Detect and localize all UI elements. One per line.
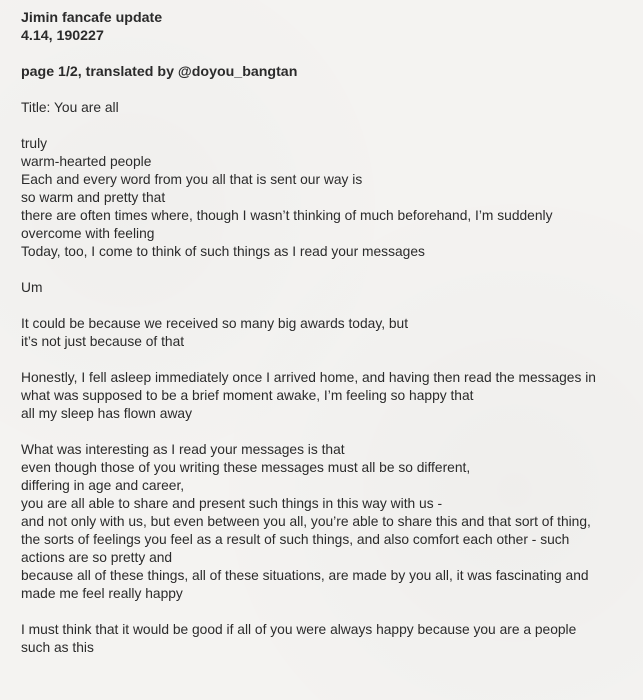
text-line: so warm and pretty that	[21, 190, 166, 205]
text-line: it’s not just because of that	[21, 334, 185, 349]
post-title: Jimin fancafe update	[21, 10, 163, 26]
text-line: because all of these things, all of these situations, are made by you all, it was fascinating and	[21, 568, 589, 583]
text-line: the sorts of feelings you feel as a result of such things, and also comfort each other - such	[21, 532, 570, 547]
paragraph-6	[21, 621, 623, 657]
text-line: Um	[21, 280, 43, 295]
text-line: what was supposed to be a brief moment awake, I’m feeling so happy that	[21, 388, 474, 403]
text-line: differing in age and career,	[21, 478, 185, 493]
text-line: there are often times where, though I wasn’t thinking of much beforehand, I’m suddenly	[21, 208, 553, 223]
text-line: overcome with feeling	[21, 226, 155, 241]
text-line: It could be because we received so many big awards today, but	[21, 316, 409, 331]
letter-body	[21, 99, 623, 657]
translation-credit: page 1/2, translated by @doyou_bangtan	[21, 64, 298, 80]
text-line: warm-hearted people	[21, 154, 152, 169]
header	[21, 9, 623, 81]
text-line: even though those of you writing these messages must all be so different,	[21, 460, 471, 475]
paragraph-3	[21, 315, 623, 351]
text-line: Honestly, I fell asleep immediately once I arrived home, and having then read the messages in	[21, 370, 596, 385]
paragraph-4	[21, 369, 623, 423]
text-line: such as this	[21, 640, 94, 655]
paragraph-1	[21, 135, 623, 261]
text-line: Each and every word from you all that is sent our way is	[21, 172, 363, 187]
letter-title: Title: You are all	[21, 100, 119, 115]
text-line: actions are so pretty and	[21, 550, 173, 565]
text-line: I must think that it would be good if all of you were always happy because you are a people	[21, 622, 577, 637]
text-line: What was interesting as I read your messages is that	[21, 442, 345, 457]
text-line: and not only with us, but even between you all, you’re able to share this and that sort of thing,	[21, 514, 591, 529]
text-line: all my sleep has flown away	[21, 406, 193, 421]
text-line: Today, too, I come to think of such things as I read your messages	[21, 244, 425, 259]
post-date: 4.14, 190227	[21, 28, 104, 44]
text-line: made me feel really happy	[21, 586, 183, 601]
paragraph-2	[21, 279, 623, 297]
paragraph-5	[21, 441, 623, 603]
text-line: truly	[21, 136, 48, 151]
text-line: you are all able to share and present such things in this way with us -	[21, 496, 443, 511]
